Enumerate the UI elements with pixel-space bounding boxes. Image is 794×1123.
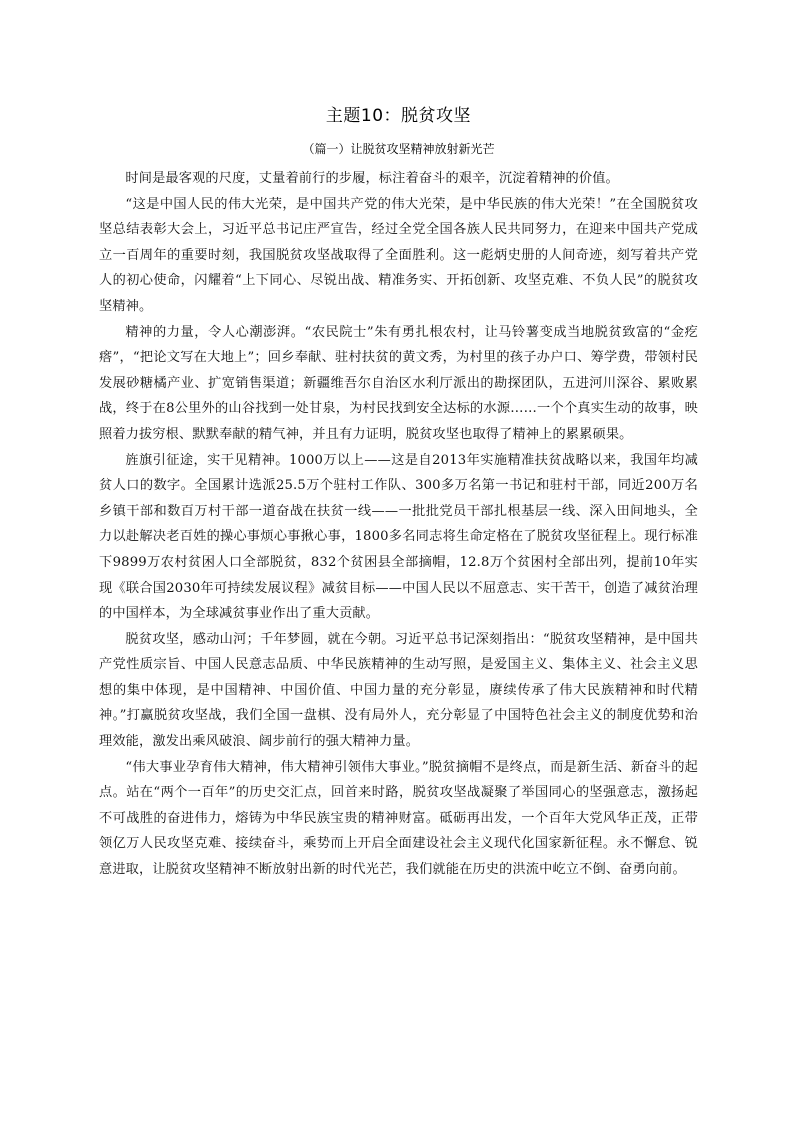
- paragraph-4: 旌旗引征途，实干见精神。1000万以上——这是自2013年实施精准扶贫战略以来，我国年均减贫人口的数字。全国累计选派25.5万个驻村工作队、300多万名第一书记和驻村干部，同近200万名乡镇干部和数百万村干部一道奋战在扶贫一线——一批批党员干部扎根基层一线、深入田间地头，全力以赴解决老百姓的操心事烦心事揪心事，1800多名同志将生命定格在了脱贫攻坚征程上。现行标准下9899万农村贫困人口全部脱贫，832个贫困县全部摘帽，12.8万个贫困村全部出列，提前10年实现《联合国2030年可持续发展议程》减贫目标——中国人民以不屈意志、实干苦干，创造了减贫治理的中国样本，为全球减贫事业作出了重大贡献。: [99, 452, 698, 622]
- document-title: 主题10：脱贫攻坚: [325, 106, 472, 126]
- document-body: [99, 166, 698, 883]
- paragraph-2: “这是中国人民的伟大光荣，是中国共产党的伟大光荣，是中华民族的伟大光荣！”在全国脱贫攻坚总结表彰大会上，习近平总书记庄严宣告，经过全党全国各族人民共同努力，在迎来中国共产党成立一百周年的重要时刻，我国脱贫攻坚战取得了全面胜利。这一彪炳史册的人间奇迹，刻写着共产党人的初心使命，闪耀着“上下同心、尽锐出战、精准务实、开拓创新、攻坚克难、不负人民”的脱贫攻坚精神。: [99, 196, 698, 314]
- paragraph-6: “伟大事业孕育伟大精神，伟大精神引领伟大事业。”脱贫摘帽不是终点，而是新生活、新奋斗的起点。站在“两个一百年”的历史交汇点，回首来时路，脱贫攻坚战凝聚了举国同心的坚强意志，激扬起不可战胜的奋进伟力，熔铸为中华民族宝贵的精神财富。砥砺再出发，一个百年大党风华正茂，正带领亿万人民攻坚克难、接续奋斗，乘势而上开启全面建设社会主义现代化国家新征程。永不懈怠、锐意进取，让脱贫攻坚精神不断放射出新的时代光芒，我们就能在历史的洪流中屹立不倒、奋勇向前。: [99, 759, 698, 878]
- paragraph-5: 脱贫攻坚，感动山河；千年梦圆，就在今朝。习近平总书记深刻指出：“脱贫攻坚精神，是中国共产党性质宗旨、中国人民意志品质、中华民族精神的生动写照，是爱国主义、集体主义、社会主义思想的集中体现，是中国精神、中国价值、中国力量的充分彰显，赓续传承了伟大民族精神和时代精神。”打赢脱贫攻坚战，我们全国一盘棋、没有局外人，充分彰显了中国特色社会主义的制度优势和治理效能，激发出乘风破浪、阔步前行的强大精神力量。: [99, 631, 698, 750]
- paragraph-3: 精神的力量，令人心潮澎湃。“农民院士”朱有勇扎根农村，让马铃薯变成当地脱贫致富的“金疙瘩”，“把论文写在大地上”；回乡奉献、驻村扶贫的黄文秀，为村里的孩子办户口、筹学费，带领村民发展砂糖橘产业、扩宽销售渠道；新疆维吾尔自治区水利厅派出的勘探团队，五进河川深谷、累败累战，终于在8公里外的山谷找到一处甘泉，为村民找到安全达标的水源……一个个真实生动的故事，映照着力拔穷根、默默奉献的精气神，并且有力证明，脱贫攻坚也取得了精神上的累累硕果。: [99, 324, 698, 442]
- paragraph-1: 时间是最客观的尺度，丈量着前行的步履，标注着奋斗的艰辛，沉淀着精神的价值。: [125, 171, 619, 186]
- document-subtitle: （篇一）让脱贫攻坚精神放射新光芒: [302, 142, 495, 156]
